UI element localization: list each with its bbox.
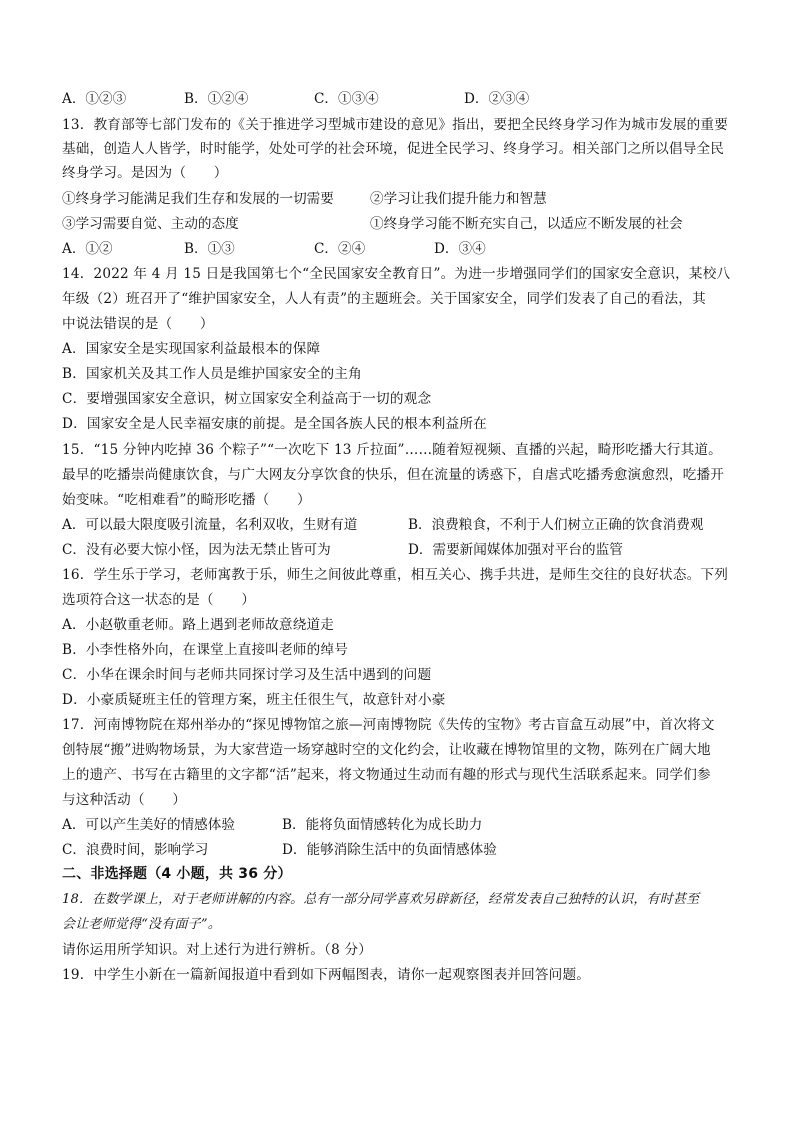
q12-option-c[interactable]: C．①③④ — [314, 91, 379, 107]
q12-option-a[interactable]: A．①②③ — [62, 91, 127, 107]
q16-option-b[interactable]: B．小李性格外向，在课堂上直接叫老师的绰号 — [62, 642, 349, 658]
q13-statement-1: ①终身学习能满足我们生存和发展的一切需要 — [62, 191, 334, 207]
q15-stem-line-2: 最早的吃播崇尚健康饮食，与广大网友分享饮食的快乐，但在流量的诱惑下，自虐式吃播秀愈演愈烈，吃播开 — [62, 467, 725, 483]
q17-option-c[interactable]: C．浪费时间，影响学习 — [62, 842, 209, 858]
q17-option-b[interactable]: B．能将负面情感转化为成长助力 — [282, 817, 483, 833]
q17-option-d[interactable]: D．能够消除生活中的负面情感体验 — [282, 842, 497, 858]
q18-stem-line-2: 会让老师觉得“没有面子”。 — [62, 917, 221, 932]
q15-stem-line-3: 始变味。“吃相难看”的畸形吃播（ ） — [62, 492, 311, 508]
q17-option-a[interactable]: A．可以产生美好的情感体验 — [62, 817, 235, 833]
q19-stem: 19．中学生小新在一篇新闻报道中看到如下两幅图表，请你一起观察图表并回答问题。 — [62, 967, 591, 983]
q13-stem-line-2: 基础，创造人人皆学，时时能学，处处可学的社会环境，促进全民学习、终身学习。相关部门之所以倡导全民 — [62, 141, 725, 157]
q16-stem-line-1: 16．学生乐于学习，老师寓教于乐，师生之间彼此尊重，相互关心、携手共进，是师生交往的良好状态。下列 — [62, 567, 728, 583]
q12-option-d[interactable]: D．②③④ — [464, 91, 530, 107]
q17-stem-line-4: 与这种活动（ ） — [62, 792, 187, 808]
q14-option-a[interactable]: A．国家安全是实现国家利益最根本的保障 — [62, 341, 321, 357]
q16-option-c[interactable]: C．小华在课余时间与老师共同探讨学习及生活中遇到的问题 — [62, 667, 432, 683]
q15-stem-line-1: 15．“15 分钟内吃掉 36 个粽子”“一次吃下 13 斤拉面”……随着短视频、直播的兴起，畸形吃播大行其道。 — [62, 442, 722, 458]
q18-prompt: 请你运用所学知识。对上述行为进行辨析。（8 分） — [62, 942, 373, 958]
q15-option-c[interactable]: C．没有必要大惊小怪，因为法无禁止皆可为 — [62, 542, 331, 558]
q13-stem-line-3: 终身学习。是因为（ ） — [62, 165, 228, 181]
q17-stem-line-1: 17．河南博物院在郑州举办的“探见博物馆之旅—河南博物院《失传的宝物》考古盲盒互动展”中，首次将文 — [62, 717, 715, 733]
q18-stem-line-1: 18．在数学课上，对于老师讲解的内容。总有一部分同学喜欢另辟新径，经常发表自己独特的认识，有时甚至 — [62, 892, 700, 907]
q13-option-b[interactable]: B．①③ — [184, 241, 235, 257]
q17-stem-line-3: 上的遗产、书写在古籍里的文字都“活”起来，将文物通过生动而有趣的形式与现代生活联系起来。同学们参 — [62, 767, 711, 783]
q16-stem-line-2: 选项符合这一状态的是（ ） — [62, 592, 256, 608]
q14-option-c[interactable]: C．要增强国家安全意识，树立国家安全利益高于一切的观念 — [62, 391, 432, 407]
q17-stem-line-2: 创特展“搬”进购物场景，为大家营造一场穿越时空的文化约会，让收藏在博物馆里的文物，陈列在广阔大地 — [62, 742, 711, 758]
q13-option-a[interactable]: A．①② — [62, 241, 113, 257]
q14-stem-line-2: 年级（2）班召开了“维护国家安全，人人有责”的主题班会。关于国家安全，同学们发表了自己的看法，其 — [62, 291, 706, 307]
q14-stem-line-3: 中说法错误的是（ ） — [62, 316, 214, 332]
q16-option-d[interactable]: D．小豪质疑班主任的管理方案，班主任很生气，故意针对小豪 — [62, 692, 446, 708]
q15-option-a[interactable]: A．可以最大限度吸引流量，名利双收，生财有道 — [62, 517, 358, 533]
q15-option-d[interactable]: D．需要新闻媒体加强对平台的监管 — [408, 542, 623, 558]
q12-option-b[interactable]: B．①②④ — [184, 91, 249, 107]
q13-option-c[interactable]: C．②④ — [314, 241, 366, 257]
q13-statement-2: ②学习让我们提升能力和智慧 — [370, 191, 547, 207]
q15-option-b[interactable]: B．浪费粮食，不利于人们树立正确的饮食消费观 — [408, 517, 704, 533]
q14-stem-line-1: 14．2022 年 4 月 15 日是我国第七个“全民国家安全教育日”。为进一步增强同学们的国家安全意识，某校八 — [62, 266, 731, 282]
section-2-title: 二、非选择题（4 小题，共 36 分） — [62, 866, 292, 882]
q13-statement-4: ①终身学习能不断充实自己，以适应不断发展的社会 — [370, 216, 683, 232]
q16-option-a[interactable]: A．小赵敬重老师。路上遇到老师故意绕道走 — [62, 617, 335, 633]
q14-option-b[interactable]: B．国家机关及其工作人员是维护国家安全的主角 — [62, 366, 362, 382]
q13-statement-3: ③学习需要自觉、主动的态度 — [62, 216, 239, 232]
q13-stem-line-1: 13．教育部等七部门发布的《关于推进学习型城市建设的意见》指出，要把全民终身学习作为城市发展的重要 — [62, 117, 728, 133]
q14-option-d[interactable]: D．国家安全是人民幸福安康的前提。是全国各族人民的根本利益所在 — [62, 416, 487, 432]
q13-option-d[interactable]: D．③④ — [434, 241, 486, 257]
